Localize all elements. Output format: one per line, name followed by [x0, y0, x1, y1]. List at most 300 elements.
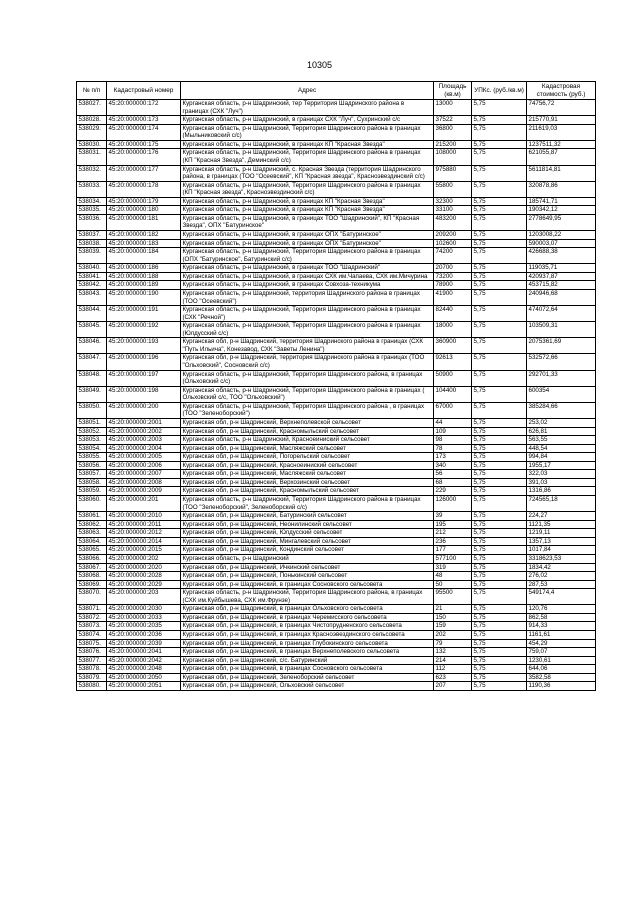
- table-row: [77, 248, 596, 264]
- table-header-row: [77, 82, 596, 100]
- cadastral-value-cell: 1190,36: [527, 682, 596, 691]
- row-number-cell: 538029.: [77, 124, 107, 140]
- upks-cell: 5,75: [472, 444, 527, 453]
- table-row: [77, 673, 596, 682]
- address-cell: Курганская обл, р-н Шадринский, Понькинский сельсовет: [181, 572, 434, 581]
- row-number-cell: 538042.: [77, 281, 107, 290]
- table-row: [77, 231, 596, 240]
- upks-cell: 5,75: [472, 402, 527, 418]
- upks-cell: 5,75: [472, 487, 527, 496]
- table-row: [77, 512, 596, 521]
- table-row: [77, 281, 596, 290]
- address-cell: Курганская область, р-н Шадринский, Территория Шадринского района в границах (Юлдусский с/с): [181, 322, 434, 338]
- address-cell: Курганская обл, р-н Шадринский, Красномыльский сельсовет: [181, 487, 434, 496]
- cadastral-number-cell: 45:20:000000:2011: [107, 520, 181, 529]
- table-row: [77, 306, 596, 322]
- address-cell: Курганская область, р-н Шадринский, в границах Совхоза-техникума: [181, 281, 434, 290]
- cadastral-value-cell: 3582,58: [527, 673, 596, 682]
- area-cell: 483200: [434, 214, 472, 230]
- row-number-cell: 538044.: [77, 306, 107, 322]
- cadastral-value-cell: 600354: [527, 386, 596, 402]
- cadastral-value-cell: 240946,68: [527, 289, 596, 305]
- table-row: [77, 197, 596, 206]
- cadastral-value-cell: 276,02: [527, 572, 596, 581]
- table-row: [77, 239, 596, 248]
- cadastral-value-cell: 454,29: [527, 639, 596, 648]
- cadastral-number-cell: 45:20:000000:2041: [107, 648, 181, 657]
- row-number-cell: 538075.: [77, 639, 107, 648]
- cadastral-number-cell: 45:20:000000:198: [107, 386, 181, 402]
- area-cell: 104400: [434, 386, 472, 402]
- row-number-cell: 538079.: [77, 673, 107, 682]
- area-cell: 79: [434, 639, 472, 648]
- address-cell: Курганская область, р-н Шадринский, в границах СХК "Луч", Сухринский с/с: [181, 116, 434, 125]
- table-row: [77, 338, 596, 354]
- upks-cell: 5,75: [472, 546, 527, 555]
- upks-cell: 5,75: [472, 631, 527, 640]
- row-number-cell: 538061.: [77, 512, 107, 521]
- cadastral-value-cell: 994,84: [527, 453, 596, 462]
- row-number-cell: 538065.: [77, 546, 107, 555]
- header-num: № п/п: [77, 82, 107, 100]
- area-cell: 132: [434, 648, 472, 657]
- row-number-cell: 538080.: [77, 682, 107, 691]
- table-row: [77, 537, 596, 546]
- cadastral-number-cell: 45:20:000000:2004: [107, 444, 181, 453]
- area-cell: 18000: [434, 322, 472, 338]
- cadastral-value-cell: 1834,42: [527, 563, 596, 572]
- cadastral-value-cell: 2778649,95: [527, 214, 596, 230]
- address-cell: Курганская обл, р-н Шадринский, территория Шадринского района в границах (СХК "Путь Ильича", Конезавод, СХК "Заветы Ленина"): [181, 338, 434, 354]
- address-cell: Курганская обл, р-н Шадринский, в границах Верхнеполевского сельсовета: [181, 648, 434, 657]
- area-cell: 78900: [434, 281, 472, 290]
- cadastral-value-cell: 420937,87: [527, 272, 596, 281]
- cadastral-value-cell: 532572,66: [527, 354, 596, 370]
- table-row: [77, 436, 596, 445]
- address-cell: Курганская обл, р-н Шадринский, в границах Ольховского сельсовета: [181, 605, 434, 614]
- upks-cell: 5,75: [472, 306, 527, 322]
- address-cell: Курганская область, р-н Шадринский, в границах ТОО "Шадринский", КП "Красная Звезда", ОПХ "Батуринское": [181, 214, 434, 230]
- upks-cell: 5,75: [472, 231, 527, 240]
- cadastral-number-cell: 45:20:000000:2051: [107, 682, 181, 691]
- row-number-cell: 538041.: [77, 272, 107, 281]
- table-row: [77, 622, 596, 631]
- table-row: [77, 124, 596, 140]
- cadastral-value-cell: 914,33: [527, 622, 596, 631]
- upks-cell: 5,75: [472, 512, 527, 521]
- address-cell: Курганская область, р-н Шадринский, в границах ОПХ "Батуринское": [181, 239, 434, 248]
- upks-cell: 5,75: [472, 665, 527, 674]
- cadastral-value-cell: 426688,38: [527, 248, 596, 264]
- row-number-cell: 538027.: [77, 100, 107, 116]
- cadastral-number-cell: 45:20:000000:174: [107, 124, 181, 140]
- upks-cell: 5,75: [472, 264, 527, 273]
- cadastral-number-cell: 45:20:000000:200: [107, 402, 181, 418]
- table-row: [77, 487, 596, 496]
- upks-cell: 5,75: [472, 520, 527, 529]
- area-cell: 109: [434, 427, 472, 436]
- area-cell: 98: [434, 436, 472, 445]
- cadastral-number-cell: 45:20:000000:2003: [107, 436, 181, 445]
- table-row: [77, 546, 596, 555]
- address-cell: Курганская область, р-н Шадринский, в границах КП "Красная Звезда": [181, 140, 434, 149]
- upks-cell: 5,75: [472, 470, 527, 479]
- cadastral-value-cell: 1121,35: [527, 520, 596, 529]
- row-number-cell: 538039.: [77, 248, 107, 264]
- table-row: [77, 580, 596, 589]
- address-cell: Курганская область, р-н Шадринский, Территория Шадринского района , в границах (ТОО "Зеленоборский"): [181, 402, 434, 418]
- area-cell: 214: [434, 656, 472, 665]
- address-cell: Курганская обл, р-н Шадринский, в границах Чистопрудненского сельсовета: [181, 622, 434, 631]
- cadastral-number-cell: 45:20:000000:2006: [107, 461, 181, 470]
- row-number-cell: 538069.: [77, 580, 107, 589]
- cadastral-number-cell: 45:20:000000:193: [107, 338, 181, 354]
- cadastral-number-cell: 45:20:000000:2009: [107, 487, 181, 496]
- table-row: [77, 453, 596, 462]
- cadastral-value-cell: 1237511,32: [527, 140, 596, 149]
- upks-cell: 5,75: [472, 580, 527, 589]
- upks-cell: 5,75: [472, 589, 527, 605]
- area-cell: 33100: [434, 206, 472, 215]
- row-number-cell: 538028.: [77, 116, 107, 125]
- area-cell: 112: [434, 665, 472, 674]
- table-row: [77, 648, 596, 657]
- address-cell: Курганская область, р-н Шадринский, в границах ОПХ "Батуринское": [181, 231, 434, 240]
- upks-cell: 5,75: [472, 370, 527, 386]
- area-cell: 173: [434, 453, 472, 462]
- cadastral-number-cell: 45:20:000000:186: [107, 264, 181, 273]
- row-number-cell: 538062.: [77, 520, 107, 529]
- cadastral-number-cell: 45:20:000000:178: [107, 181, 181, 197]
- cadastral-number-cell: 45:20:000000:2010: [107, 512, 181, 521]
- row-number-cell: 538074.: [77, 631, 107, 640]
- row-number-cell: 538050.: [77, 402, 107, 418]
- table-row: [77, 418, 596, 427]
- row-number-cell: 538040.: [77, 264, 107, 273]
- address-cell: Курганская область, р-н Шадринский, Территория Шадринского района в границах (ТОО "Зеленоборский", Зеленоборский с/с): [181, 496, 434, 512]
- upks-cell: 5,75: [472, 648, 527, 657]
- cadastral-number-cell: 45:20:000000:172: [107, 100, 181, 116]
- address-cell: Курганская область, р-н Шадринский, в границах ТОО "Шадринский": [181, 264, 434, 273]
- upks-cell: 5,75: [472, 673, 527, 682]
- address-cell: Курганская область, р-н Шадринский, Территория Шадринского района в границах ( Ольховский с/с, ТОО "Ольховский"): [181, 386, 434, 402]
- address-cell: Курганская область, р-н Шадринский, Красноеиниский сельсовет: [181, 436, 434, 445]
- area-cell: 37522: [434, 116, 472, 125]
- upks-cell: 5,75: [472, 386, 527, 402]
- cadastral-number-cell: 45:20:000000:2042: [107, 656, 181, 665]
- address-cell: Курганская обл, р-н Шадринский, в границах Сосновского сельсовета: [181, 665, 434, 674]
- table-row: [77, 605, 596, 614]
- upks-cell: 5,75: [472, 453, 527, 462]
- area-cell: 55800: [434, 181, 472, 197]
- area-cell: 39: [434, 512, 472, 521]
- table-row: [77, 149, 596, 165]
- cadastral-value-cell: 224,27: [527, 512, 596, 521]
- upks-cell: 5,75: [472, 206, 527, 215]
- address-cell: Курганская область, р-н Шадринский, Территория Шадринского района, в границах (СХК им.Куйбышева, СХК им.Фрунзе): [181, 589, 434, 605]
- cadastral-number-cell: 45:20:000000:2008: [107, 478, 181, 487]
- upks-cell: 5,75: [472, 682, 527, 691]
- area-cell: 207: [434, 682, 472, 691]
- row-number-cell: 538037.: [77, 231, 107, 240]
- cadastral-number-cell: 45:20:000000:184: [107, 248, 181, 264]
- cadastral-number-cell: 45:20:000000:2001: [107, 418, 181, 427]
- table-row: [77, 444, 596, 453]
- upks-cell: 5,75: [472, 639, 527, 648]
- table-row: [77, 470, 596, 479]
- table-row: [77, 181, 596, 197]
- upks-cell: 5,75: [472, 572, 527, 581]
- upks-cell: 5,75: [472, 214, 527, 230]
- table-row: [77, 682, 596, 691]
- upks-cell: 5,75: [472, 100, 527, 116]
- upks-cell: 5,75: [472, 181, 527, 197]
- area-cell: 78: [434, 444, 472, 453]
- cadastral-value-table: [76, 81, 596, 691]
- cadastral-value-cell: 215770,91: [527, 116, 596, 125]
- upks-cell: 5,75: [472, 289, 527, 305]
- cadastral-value-cell: 563,55: [527, 436, 596, 445]
- address-cell: Курганская обл, р-н Шадринский, в границах Красноэвездинского сельсовета: [181, 631, 434, 640]
- upks-cell: 5,75: [472, 622, 527, 631]
- address-cell: Курганская область, р-н Шадринский, Территория Шадринского района в границах (КП "Красная Звезда", Деминский с/с): [181, 149, 434, 165]
- address-cell: Курганская обл, р-н Шадринский, территория Шадринского района в границах (ТОО "Ольховский", Сосновский с/с): [181, 354, 434, 370]
- row-number-cell: 538055.: [77, 453, 107, 462]
- table-row: [77, 264, 596, 273]
- address-cell: Курганская область, р-н Шадринский, Территория Шадринского района в границах (СХК "Речной"): [181, 306, 434, 322]
- cadastral-number-cell: 45:20:000000:2014: [107, 537, 181, 546]
- table-row: [77, 613, 596, 622]
- cadastral-value-cell: 1017,84: [527, 546, 596, 555]
- cadastral-value-cell: 253,02: [527, 418, 596, 427]
- cadastral-number-cell: 45:20:000000:183: [107, 239, 181, 248]
- cadastral-number-cell: 45:20:000000:2005: [107, 453, 181, 462]
- table-row: [77, 427, 596, 436]
- area-cell: 150: [434, 613, 472, 622]
- table-row: [77, 402, 596, 418]
- table-row: [77, 461, 596, 470]
- cadastral-number-cell: 45:20:000000:2012: [107, 529, 181, 538]
- area-cell: 68: [434, 478, 472, 487]
- address-cell: Курганская обл, р-н Шадринский, в границах Глубокинского сельсовета: [181, 639, 434, 648]
- row-number-cell: 538070.: [77, 589, 107, 605]
- area-cell: 92613: [434, 354, 472, 370]
- upks-cell: 5,75: [472, 529, 527, 538]
- header-area: Площадь (кв.м): [434, 82, 472, 100]
- table-row: [77, 206, 596, 215]
- upks-cell: 5,75: [472, 436, 527, 445]
- area-cell: 20700: [434, 264, 472, 273]
- row-number-cell: 538038.: [77, 239, 107, 248]
- row-number-cell: 538077.: [77, 656, 107, 665]
- upks-cell: 5,75: [472, 322, 527, 338]
- upks-cell: 5,75: [472, 165, 527, 181]
- address-cell: Курганская обл, р-н Шадринский, Масляжский сельсовет: [181, 444, 434, 453]
- upks-cell: 5,75: [472, 613, 527, 622]
- area-cell: 82440: [434, 306, 472, 322]
- cadastral-value-cell: 1161,61: [527, 631, 596, 640]
- row-number-cell: 538032.: [77, 165, 107, 181]
- cadastral-number-cell: 45:20:000000:2007: [107, 470, 181, 479]
- row-number-cell: 538049.: [77, 386, 107, 402]
- table-row: [77, 520, 596, 529]
- cadastral-value-cell: 185741,71: [527, 197, 596, 206]
- address-cell: Курганская обл, р-н Шадринский, Верхозинский сельсовет: [181, 478, 434, 487]
- area-cell: 13000: [434, 100, 472, 116]
- cadastral-value-cell: 3318623,53: [527, 554, 596, 563]
- upks-cell: 5,75: [472, 537, 527, 546]
- area-cell: 319: [434, 563, 472, 572]
- area-cell: 44: [434, 418, 472, 427]
- cadastral-value-cell: 626,81: [527, 427, 596, 436]
- row-number-cell: 538056.: [77, 461, 107, 470]
- address-cell: Курганская область, р-н Шадринский, Территория Шадринского района, в границах (Ольховский с/с): [181, 370, 434, 386]
- row-number-cell: 538072.: [77, 613, 107, 622]
- cadastral-value-cell: 1357,13: [527, 537, 596, 546]
- cadastral-number-cell: 45:20:000000:191: [107, 306, 181, 322]
- cadastral-number-cell: 45:20:000000:2039: [107, 639, 181, 648]
- address-cell: Курганская обл, р-н Шадринский, Мингалевский сельсовет: [181, 537, 434, 546]
- cadastral-value-cell: 292701,33: [527, 370, 596, 386]
- address-cell: Курганская обл, р-н Шадринский, Красномыльский сельсовет: [181, 427, 434, 436]
- area-cell: 215200: [434, 140, 472, 149]
- address-cell: Курганская область, р-н Шадринский, в границах СХК им.Чапаева, СХК им.Мичурина: [181, 272, 434, 281]
- upks-cell: 5,75: [472, 149, 527, 165]
- table-row: [77, 639, 596, 648]
- area-cell: 209200: [434, 231, 472, 240]
- table-row: [77, 572, 596, 581]
- cadastral-value-cell: 1316,86: [527, 487, 596, 496]
- table-row: [77, 354, 596, 370]
- cadastral-number-cell: 45:20:000000:2033: [107, 613, 181, 622]
- address-cell: Курганская обл, р-н Шадринский, Зеленоборский сельсовет: [181, 673, 434, 682]
- cadastral-number-cell: 45:20:000000:2048: [107, 665, 181, 674]
- upks-cell: 5,75: [472, 427, 527, 436]
- cadastral-number-cell: 45:20:000000:2002: [107, 427, 181, 436]
- upks-cell: 5,75: [472, 338, 527, 354]
- upks-cell: 5,75: [472, 656, 527, 665]
- cadastral-value-cell: 448,54: [527, 444, 596, 453]
- cadastral-value-cell: 549174,4: [527, 589, 596, 605]
- address-cell: Курганская область, р-н Шадринский, территория Шадринского района в границах (ТОО "Осеевский"): [181, 289, 434, 305]
- cadastral-value-cell: 621055,87: [527, 149, 596, 165]
- cadastral-number-cell: 45:20:000000:180: [107, 206, 181, 215]
- address-cell: Курганская область, р-н Шадринский: [181, 554, 434, 563]
- cadastral-number-cell: 45:20:000000:2050: [107, 673, 181, 682]
- upks-cell: 5,75: [472, 197, 527, 206]
- area-cell: 202: [434, 631, 472, 640]
- cadastral-value-cell: 320878,86: [527, 181, 596, 197]
- table-row: [77, 656, 596, 665]
- row-number-cell: 538054.: [77, 444, 107, 453]
- table-row: [77, 554, 596, 563]
- row-number-cell: 538076.: [77, 648, 107, 657]
- area-cell: 360900: [434, 338, 472, 354]
- row-number-cell: 538057.: [77, 470, 107, 479]
- area-cell: 74200: [434, 248, 472, 264]
- address-cell: Курганская обл, р-н Шадринский, Масляжский сельсовет: [181, 470, 434, 479]
- cadastral-value-cell: 759,07: [527, 648, 596, 657]
- address-cell: Курганская обл, р-н Шадринский, Юлдусский сельсовет: [181, 529, 434, 538]
- address-cell: Курганская обл, р-н Шадринский, Батуринский сельсовет: [181, 512, 434, 521]
- area-cell: 126000: [434, 496, 472, 512]
- cadastral-value-cell: 5611814,81: [527, 165, 596, 181]
- cadastral-number-cell: 45:20:000000:176: [107, 149, 181, 165]
- cadastral-number-cell: 45:20:000000:192: [107, 322, 181, 338]
- table-row: [77, 322, 596, 338]
- cadastral-value-cell: 724565,18: [527, 496, 596, 512]
- upks-cell: 5,75: [472, 239, 527, 248]
- table-row: [77, 529, 596, 538]
- upks-cell: 5,75: [472, 478, 527, 487]
- row-number-cell: 538066.: [77, 554, 107, 563]
- upks-cell: 5,75: [472, 554, 527, 563]
- table-row: [77, 665, 596, 674]
- area-cell: 95500: [434, 589, 472, 605]
- header-address: Адрес: [181, 82, 434, 100]
- upks-cell: 5,75: [472, 248, 527, 264]
- table-row: [77, 214, 596, 230]
- area-cell: 577100: [434, 554, 472, 563]
- row-number-cell: 538058.: [77, 478, 107, 487]
- table-row: [77, 478, 596, 487]
- table-row: [77, 631, 596, 640]
- cadastral-number-cell: 45:20:000000:197: [107, 370, 181, 386]
- area-cell: 56: [434, 470, 472, 479]
- row-number-cell: 538064.: [77, 537, 107, 546]
- area-cell: 48: [434, 572, 472, 581]
- upks-cell: 5,75: [472, 281, 527, 290]
- row-number-cell: 538046.: [77, 338, 107, 354]
- upks-cell: 5,75: [472, 461, 527, 470]
- address-cell: Курганская обл, р-н Шадринский, в границах Сосновского сельсовета: [181, 580, 434, 589]
- cadastral-number-cell: 45:20:000000:2020: [107, 563, 181, 572]
- cadastral-value-cell: 385284,66: [527, 402, 596, 418]
- address-cell: Курганская область, р-н Шадринский, Территория Шадринского района в границах (КП "Красная звезда", Красноэвездинский с/с): [181, 181, 434, 197]
- area-cell: 102600: [434, 239, 472, 248]
- area-cell: 195: [434, 520, 472, 529]
- row-number-cell: 538053.: [77, 436, 107, 445]
- address-cell: Курганская обл, р-н Шадринский, Кондинский сельсовет: [181, 546, 434, 555]
- row-number-cell: 538033.: [77, 181, 107, 197]
- area-cell: 36800: [434, 124, 472, 140]
- table-row: [77, 140, 596, 149]
- cadastral-value-cell: 74756,72: [527, 100, 596, 116]
- area-cell: 50: [434, 580, 472, 589]
- row-number-cell: 538045.: [77, 322, 107, 338]
- cadastral-number-cell: 45:20:000000:2035: [107, 622, 181, 631]
- area-cell: 340: [434, 461, 472, 470]
- address-cell: Курганская область, р-н Шадринский, Территория Шадринского района в границах (ОПХ "Батуринское", Батуринский с/с): [181, 248, 434, 264]
- cadastral-value-cell: 862,58: [527, 613, 596, 622]
- address-cell: Курганская обл, р-н Шадринский, в границах Черемисского сельсовета: [181, 613, 434, 622]
- cadastral-value-cell: 120,76: [527, 605, 596, 614]
- table-row: [77, 370, 596, 386]
- address-cell: Курганская область, р-н Шадринский, в границах КП "Красная Звезда": [181, 206, 434, 215]
- address-cell: Курганская обл, р-н Шадринский, Красноеиниский сельсовет: [181, 461, 434, 470]
- cadastral-value-cell: 119035,71: [527, 264, 596, 273]
- cadastral-value-cell: 1203008,22: [527, 231, 596, 240]
- row-number-cell: 538036.: [77, 214, 107, 230]
- table-row: [77, 589, 596, 605]
- address-cell: Курганская область, р-н Шадринский, Территория Шадринского района в границах (Мыльниковский с/с): [181, 124, 434, 140]
- row-number-cell: 538067.: [77, 563, 107, 572]
- upks-cell: 5,75: [472, 563, 527, 572]
- area-cell: 32300: [434, 197, 472, 206]
- row-number-cell: 538030.: [77, 140, 107, 149]
- upks-cell: 5,75: [472, 418, 527, 427]
- header-upks: УПКс. (руб./кв.м): [472, 82, 527, 100]
